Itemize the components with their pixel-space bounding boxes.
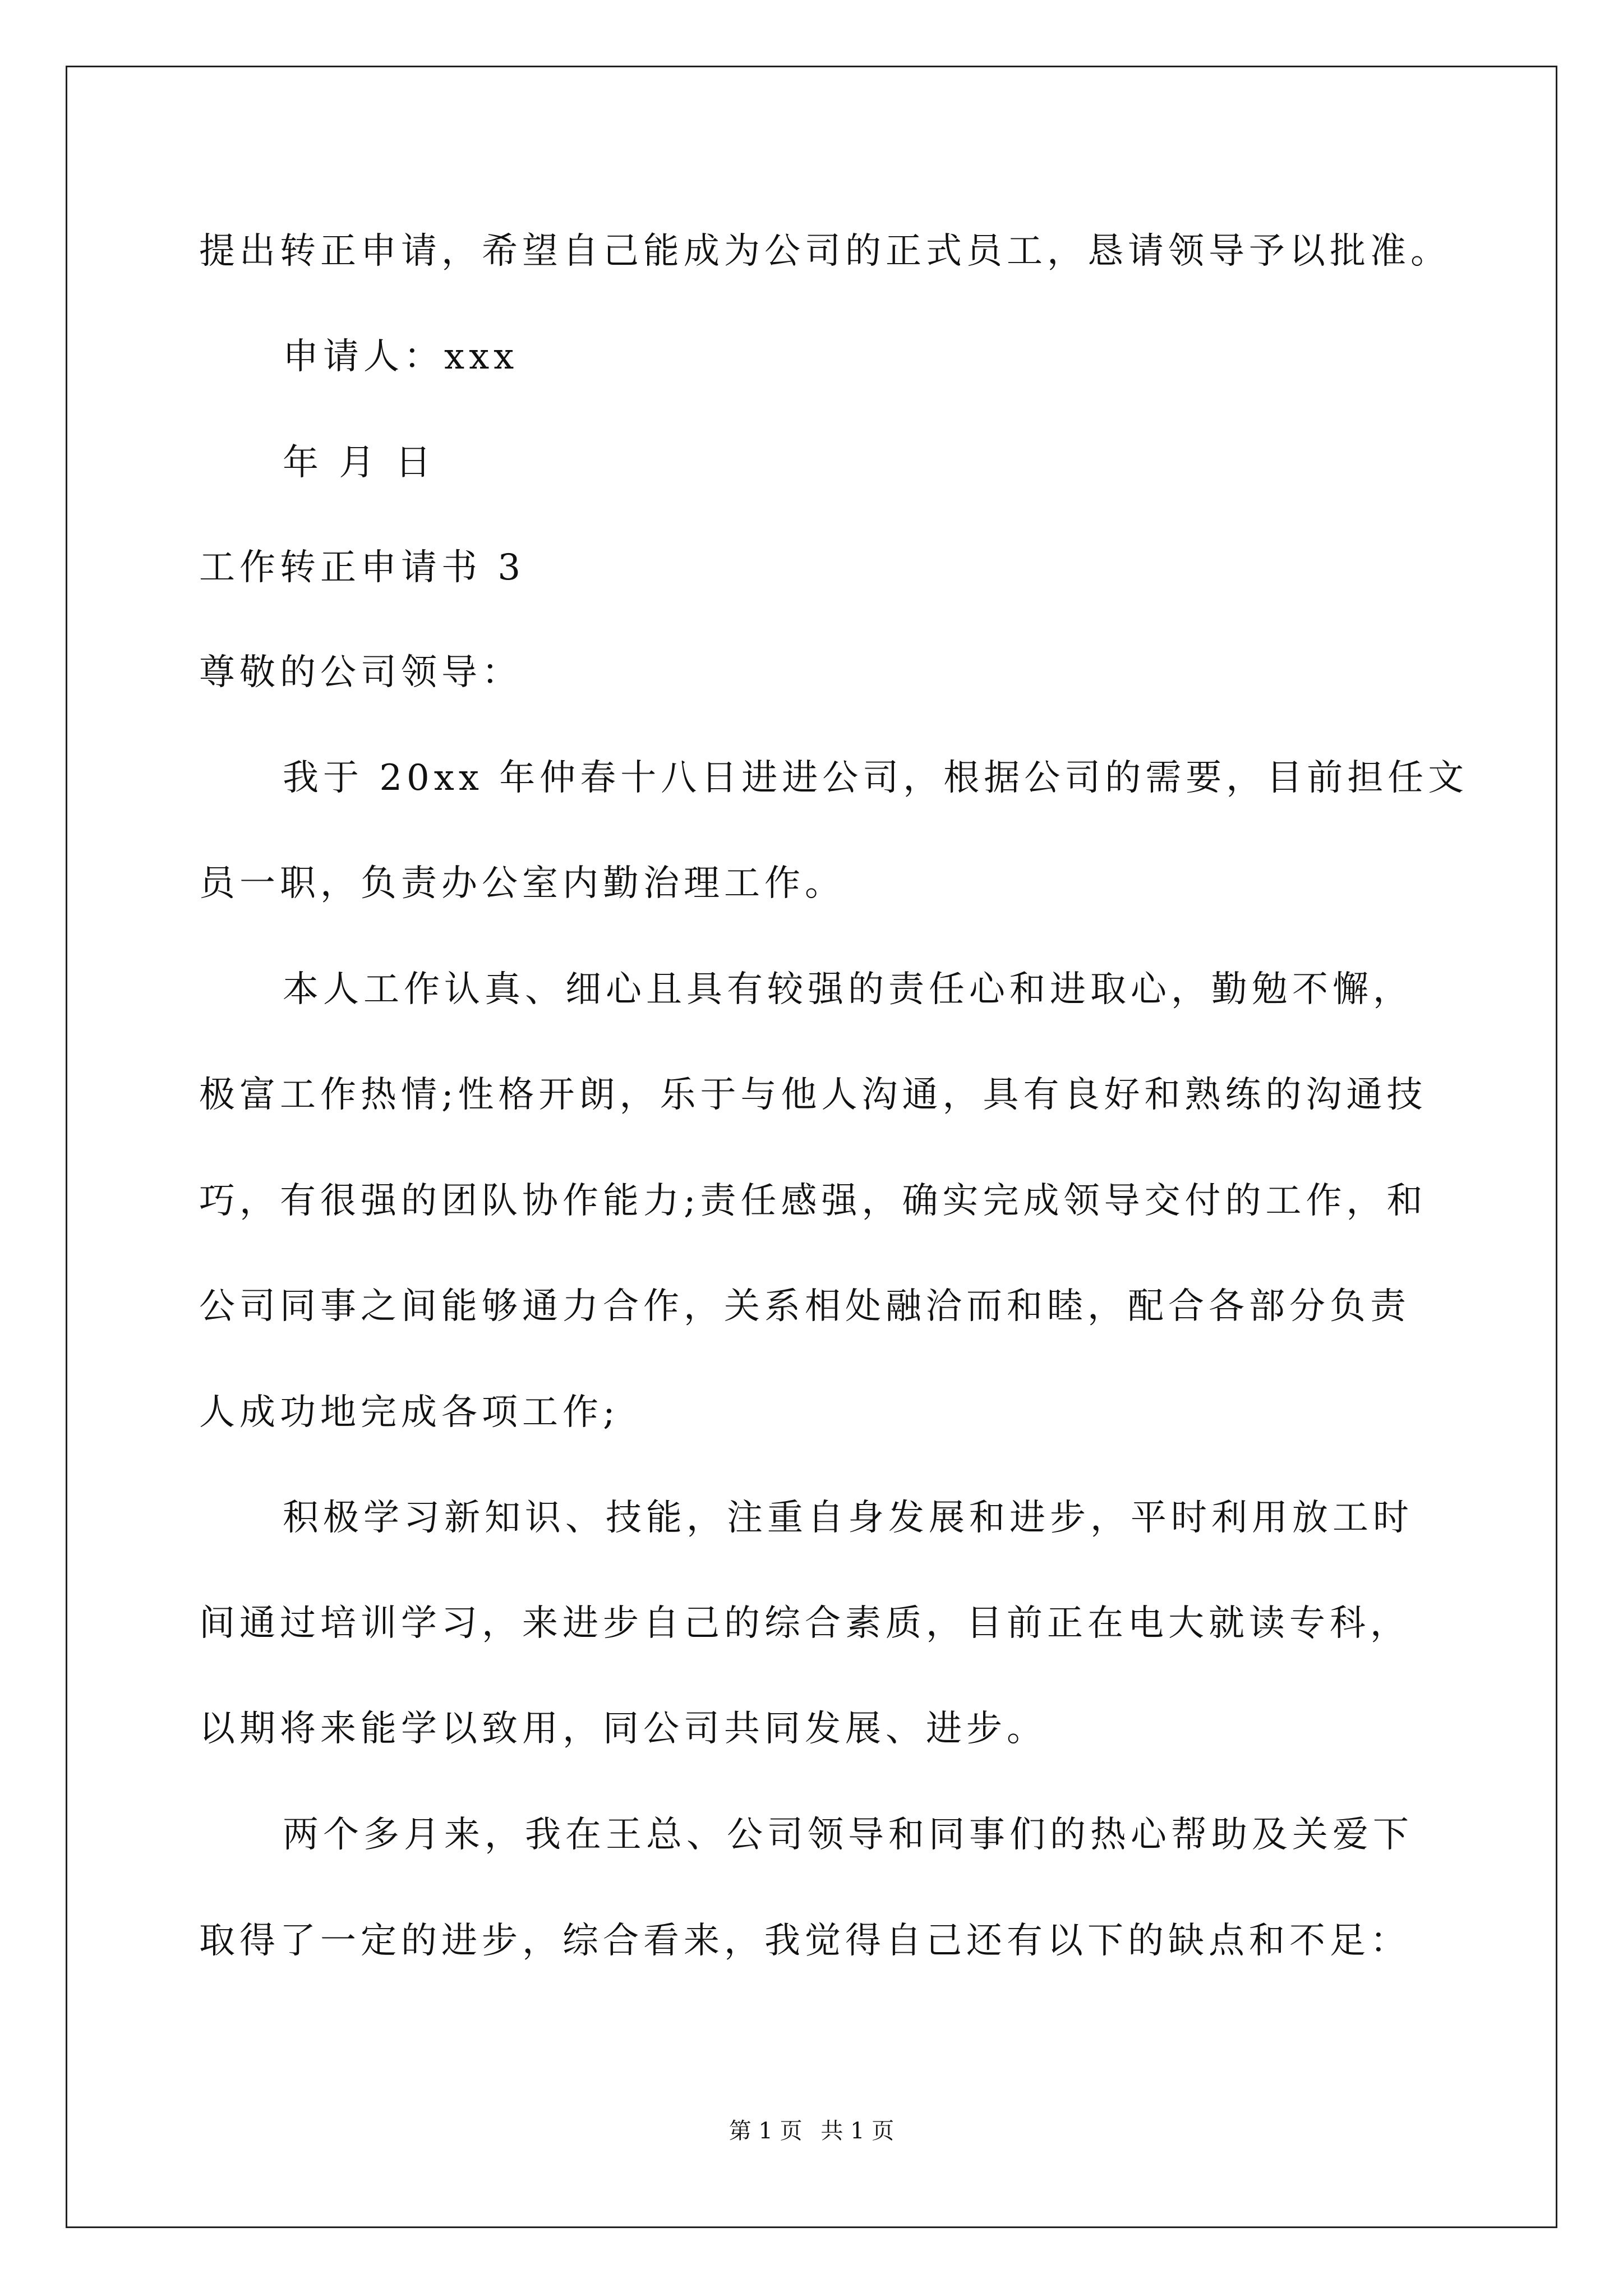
text-line: 提出转正申请，希望自己能成为公司的正式员工，恳请领导予以批准。 (199, 231, 1451, 272)
text-line: 员一职，负责办公室内勤治理工作。 (199, 863, 845, 904)
section-title: 工作转正申请书 3 (199, 547, 525, 588)
text-line: 我于 20xx 年仲春十八日进进公司，根据公司的需要，目前担任文 (283, 757, 1469, 799)
signature-line: 申请人：xxx (283, 336, 519, 378)
text-line: 间通过培训学习，来进步自己的综合素质，目前正在电大就读专科， (199, 1603, 1410, 1644)
text-line: 本人工作认真、细心且具有较强的责任心和进取心，勤勉不懈， (283, 969, 1413, 1010)
text-line: 以期将来能学以致用，同公司共同发展、进步。 (199, 1708, 1047, 1750)
salutation: 尊敬的公司领导： (199, 652, 522, 693)
text-line: 人成功地完成各项工作; (199, 1392, 620, 1433)
text-line: 积极学习新知识、技能，注重自身发展和进步，平时利用放工时 (283, 1497, 1413, 1539)
page-number: 第 1 页 (728, 2118, 803, 2144)
page-border (66, 66, 1557, 2228)
page-footer (0, 2118, 1623, 2145)
text-line: 巧，有很强的团队协作能力;责任感强，确实完成领导交付的工作，和 (199, 1180, 1427, 1222)
text-line: 极富工作热情;性格开朗，乐于与他人沟通，具有良好和熟练的沟通技 (199, 1074, 1427, 1116)
date-line: 年 月 日 (283, 442, 436, 484)
text-line: 取得了一定的进步，综合看来，我觉得自己还有以下的缺点和不足： (199, 1920, 1410, 1962)
text-line: 公司同事之间能够通力合作，关系相处融洽而和睦，配合各部分负责 (199, 1286, 1410, 1327)
page-total: 共 1 页 (820, 2118, 895, 2144)
text-line: 两个多月来，我在王总、公司领导和同事们的热心帮助及关爱下 (283, 1814, 1413, 1856)
